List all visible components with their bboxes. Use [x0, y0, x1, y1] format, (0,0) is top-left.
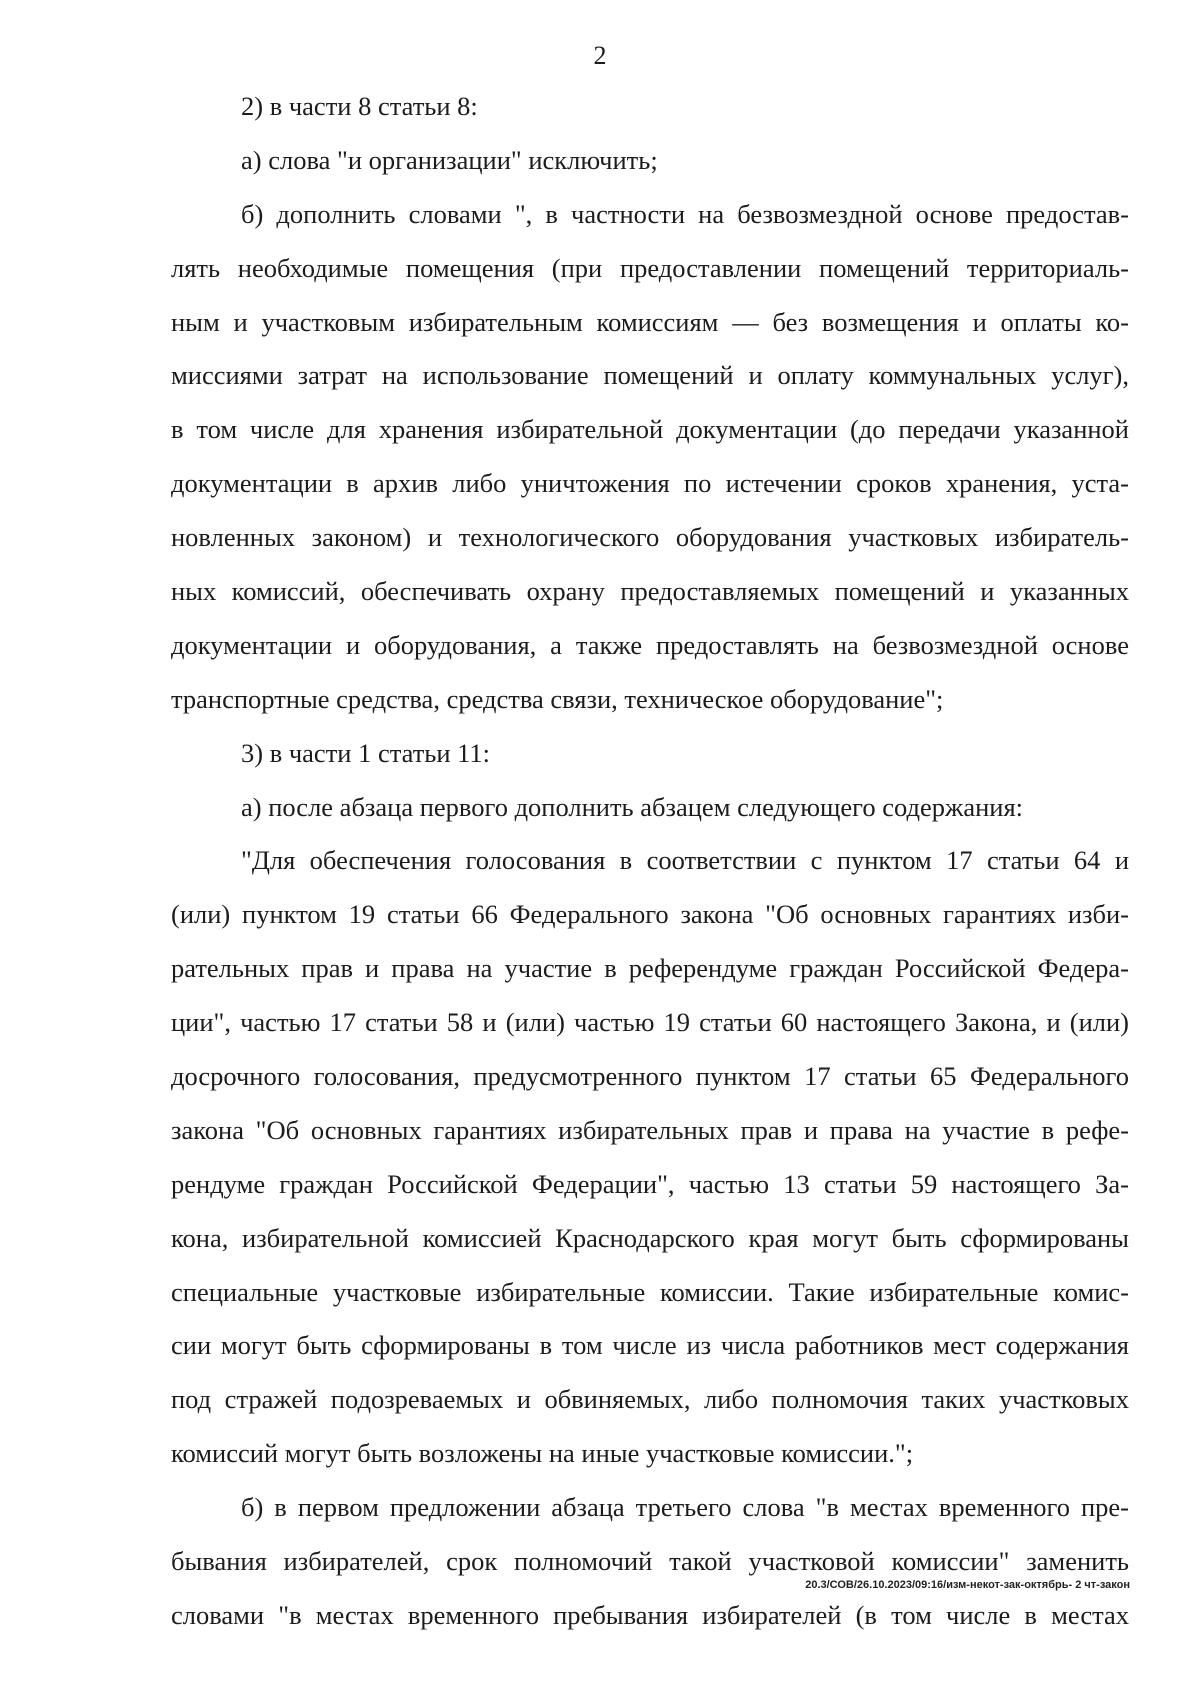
text-line: в том числе для хранения избирательной документации (до передачи указанной	[171, 414, 1129, 445]
text-line: досрочного голосования, предусмотренного пунктом 17 статьи 65 Федерального	[171, 1061, 1129, 1092]
text-line: специальные участковые избирательные комиссии. Такие избирательные комис-	[171, 1276, 1129, 1307]
text-line: а) слова "и организации" исключить;	[241, 144, 658, 175]
document-footer-code: 20.3/СОВ/26.10.2023/09:16/изм-некот-зак-октябрь- 2 чт-закон	[805, 1579, 1130, 1591]
text-line: "Для обеспечения голосования в соответствии с пунктом 17 статьи 64 и	[241, 845, 1129, 876]
text-line: комиссий могут быть возложены на иные участковые комиссии.";	[171, 1438, 914, 1469]
text-line: 2) в части 8 статьи 8:	[241, 91, 478, 121]
text-line: ным и участковым избирательным комиссиям — без возмещения и оплаты ко-	[171, 306, 1129, 337]
text-line: ции", частью 17 статьи 58 и (или) частью 19 статьи 60 настоящего Закона, и (или)	[171, 1007, 1129, 1038]
text-line: кона, избирательной комиссией Краснодарского края могут быть сформированы	[171, 1222, 1129, 1253]
text-line: а) после абзаца первого дополнить абзацем следующего содержания:	[241, 791, 1023, 822]
text-line: бывания избирателей, срок полномочий такой участковой комиссии" заменить	[171, 1546, 1129, 1577]
text-line: транспортные средства, средства связи, техническое оборудование";	[171, 683, 944, 714]
text-line: б) дополнить словами ", в частности на безвозмездной основе предостав-	[241, 198, 1129, 229]
text-line: словами "в местах временного пребывания избирателей (в том числе в местах	[171, 1599, 1129, 1630]
page-number: 2	[593, 41, 607, 70]
text-line: миссиями затрат на использование помещений и оплату коммунальных услуг),	[171, 360, 1129, 391]
text-line: документации в архив либо уничтожения по истечении сроков хранения, уста-	[171, 468, 1129, 499]
text-line: рендуме граждан Российской Федерации", частью 13 статьи 59 настоящего За-	[171, 1168, 1129, 1199]
text-line: под стражей подозреваемых и обвиняемых, либо полномочия таких участковых	[171, 1384, 1129, 1415]
document-body	[171, 79, 1129, 1642]
text-line: ных комиссий, обеспечивать охрану предоставляемых помещений и указанных	[171, 576, 1129, 607]
text-line: б) в первом предложении абзаца третьего слова "в местах временного пре-	[241, 1492, 1129, 1523]
text-line: закона "Об основных гарантиях избирательных прав и права на участие в рефе-	[171, 1114, 1129, 1145]
text-line: (или) пунктом 19 статьи 66 Федерального закона "Об основных гарантиях изби-	[171, 899, 1129, 930]
text-line: рательных прав и права на участие в референдуме граждан Российской Федера-	[171, 953, 1129, 984]
text-line: новленных законом) и технологического оборудования участковых избиратель-	[171, 522, 1129, 553]
text-line: 3) в части 1 статьи 11:	[241, 737, 491, 768]
text-line: сии могут быть сформированы в том числе из числа работников мест содержания	[171, 1330, 1129, 1361]
text-line: документации и оборудования, а также предоставлять на безвозмездной основе	[171, 629, 1129, 660]
text-line: лять необходимые помещения (при предоставлении помещений территориаль-	[171, 252, 1129, 283]
